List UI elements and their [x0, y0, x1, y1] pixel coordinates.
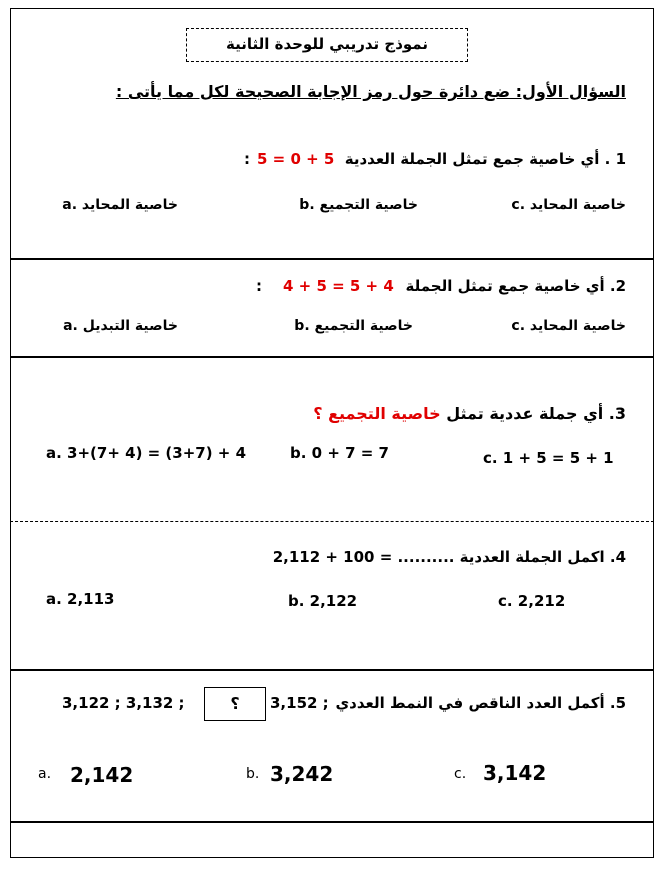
q3-option-c[interactable]: c. 1 + 5 = 5 + 1	[483, 449, 614, 467]
q4-option-a[interactable]: a. 2,113	[46, 590, 115, 608]
q1-option-b[interactable]: خاصية التجميع .b	[299, 197, 418, 213]
q3-text-main: 3. أي جملة عددية تمثل	[446, 404, 626, 423]
q3-highlight: خاصية التجميع ؟	[313, 404, 441, 423]
q3-option-b[interactable]: b. 0 + 7 = 7	[290, 444, 389, 462]
question-heading: السؤال الأول: ضع دائرة حول رمز الإجابة الصحيحة لكل مما يأتى :	[115, 82, 626, 101]
worksheet-frame	[10, 8, 654, 858]
q2-colon: :	[256, 277, 262, 295]
q5-option-c-letter[interactable]: c.	[454, 766, 467, 782]
divider	[10, 356, 654, 358]
q5-option-b-letter[interactable]: b.	[246, 766, 260, 782]
q4-option-c[interactable]: c. 2,212	[498, 592, 566, 610]
q5-option-b-value[interactable]: 3,242	[270, 762, 334, 786]
q5-missing-box[interactable]: ؟	[204, 687, 266, 721]
page-title: نموذج تدريبي للوحدة الثانية	[186, 28, 468, 62]
q3-option-a[interactable]: a. 3+(7+ 4) = (3+7) + 4	[46, 444, 247, 462]
q3-text	[313, 404, 626, 423]
q4-text: 4. اكمل الجملة العددية .......... = 100 + 2,112	[272, 548, 626, 566]
divider	[10, 669, 654, 671]
q2-option-a[interactable]: خاصية التبديل .a	[63, 318, 178, 334]
q5-option-a-value[interactable]: 2,142	[70, 763, 134, 787]
q2-option-c[interactable]: خاصية المحايد .c	[511, 318, 626, 334]
q1-equation: 5 = 0 + 5	[257, 150, 335, 168]
divider	[10, 821, 654, 823]
q5-option-c-value[interactable]: 3,142	[483, 761, 547, 785]
q2-option-b[interactable]: خاصية التجميع .b	[294, 318, 413, 334]
q5-sequence-start: 3,152 ;	[270, 694, 329, 712]
q2-equation: 4 + 5 = 5 + 4	[283, 277, 394, 295]
q5-sequence-end: 3,122 ; 3,132 ;	[62, 694, 185, 712]
q1-option-c[interactable]: خاصية المحايد .c	[511, 197, 626, 213]
q5-option-a-letter[interactable]: a.	[38, 766, 52, 782]
q1-colon: :	[244, 150, 250, 168]
divider	[10, 258, 654, 260]
q4-option-b[interactable]: b. 2,122	[288, 592, 358, 610]
divider	[10, 521, 654, 522]
q1-text: 1 . أي خاصية جمع تمثل الجملة العددية	[344, 150, 626, 168]
q5-text: 5. أكمل العدد الناقص في النمط العددي	[335, 694, 626, 712]
q1-option-a[interactable]: خاصية المحايد .a	[62, 197, 178, 213]
q2-text: 2. أي خاصية جمع تمثل الجملة	[405, 277, 626, 295]
